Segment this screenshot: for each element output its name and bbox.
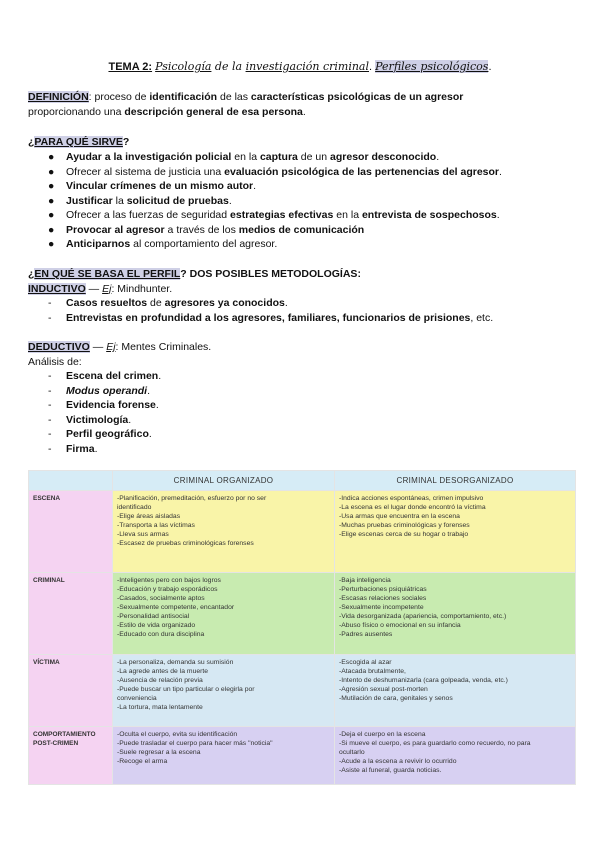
table-row (29, 573, 576, 655)
list-item: - Victimología. (48, 413, 132, 426)
table-row (29, 727, 576, 785)
table-cell-desorganizado: -Indica acciones espontáneas, crimen impulsivo -La escena es el lugar donde encontró la víctima -Usa armas que encuentra en la escena -Muchas pruebas criminológicas y forenses -Elige escenas cerca de su hogar o trabajo (335, 491, 576, 573)
table-cell-desorganizado: -Deja el cuerpo en la escena -Si mueve el cuerpo, es para guardarlo como recuerdo, no para ocultarlo -Acude a la escena a revivir lo ocurrido -Asiste al funeral, guarda noticias. (335, 727, 576, 785)
list-item: - Evidencia forense. (48, 399, 159, 411)
row-label: CRIMINAL (29, 573, 113, 655)
table-header-cell (29, 471, 113, 491)
list-item: - Casos resueltos de agresores ya conocidos. (48, 297, 288, 309)
dash-icon: - (48, 399, 52, 411)
list-item: - Modus operandi. (48, 384, 151, 397)
bullet-icon: ● (48, 194, 55, 207)
table-header-cell: CRIMINAL DESORGANIZADO (335, 471, 576, 491)
table-row (29, 491, 576, 573)
dash-icon: - (48, 384, 52, 397)
bullet-icon: ● (48, 180, 55, 192)
list-item: - Firma. (48, 442, 98, 455)
criminal-comparison-table (28, 470, 576, 785)
analisis-label: Análisis de: (28, 355, 82, 368)
en-que-heading: ¿EN QUÉ SE BASA EL PERFIL? DOS POSIBLES METODOLOGÍAS: (28, 268, 361, 280)
list-item: - Perfil geográfico. (48, 428, 152, 440)
dash-icon: - (48, 442, 52, 455)
table-row (29, 655, 576, 727)
table-cell-organizado: -La personaliza, demanda su sumisión -La agrede antes de la muerte -Ausencia de relación previa -Puede buscar un tipo particular o elegirla por conveniencia -La tortura, mata lentamente (113, 655, 335, 727)
inductivo-heading: INDUCTIVO — Ej: Mindhunter. (28, 282, 173, 295)
list-item: - Escena del crimen. (48, 370, 162, 382)
list-item: ● Ayudar a la investigación policial en la captura de un agresor desconocido. (48, 151, 440, 163)
table-header-row (29, 471, 576, 491)
bullet-icon: ● (48, 165, 55, 178)
list-item: ● Ofrecer a las fuerzas de seguridad estrategias efectivas en la entrevista de sospechosos. (48, 209, 500, 221)
list-item: ● Vincular crímenes de un mismo autor. (48, 180, 257, 192)
table-cell-organizado: -Planificación, premeditación, esfuerzo por no ser identificado -Elige áreas aisladas -Transporta a las víctimas -Lleva sus armas -Escasez de pruebas criminológicas forenses (113, 491, 335, 573)
list-item: ● Ofrecer al sistema de justicia una evaluación psicológica de las pertenencias del agresor. (48, 165, 502, 178)
table-header-cell: CRIMINAL ORGANIZADO (113, 471, 335, 491)
row-label: COMPORTAMIENTO POST-CRIMEN (29, 727, 113, 785)
row-label: VÍCTIMA (29, 655, 113, 727)
dash-icon: - (48, 413, 52, 426)
dash-icon: - (48, 370, 52, 382)
bullet-icon: ● (48, 223, 55, 236)
table-cell-organizado: -Inteligentes pero con bajos logros -Educación y trabajo esporádicos -Casados, socialmente aptos -Sexualmente competente, encantador -Personalidad antisocial -Estilo de vida organizado -Educado con dura disciplina (113, 573, 335, 655)
definition-line-2: proporcionando una descripción general de esa persona. (28, 106, 306, 118)
page-title: TEMA 2: Psicología de la investigación criminal. Perfiles psicológicos. (108, 60, 492, 73)
list-item: ● Anticiparnos al comportamiento del agresor. (48, 238, 278, 250)
table-cell-desorganizado: -Baja inteligencia -Perturbaciones psiquiátricas -Escasas relaciones sociales -Sexualmente incompetente -Vida desorganizada (apariencia, comportamiento, etc.) -Abuso físico o emocional en su infancia -Padres ausentes (335, 573, 576, 655)
list-item: ● Provocar al agresor a través de los medios de comunicación (48, 223, 365, 236)
definition-line-1: DEFINICIÓN: proceso de identificación de las características psicológicas de un agresor (28, 91, 464, 103)
dash-icon: - (48, 297, 52, 309)
table-cell-desorganizado: -Escogida al azar -Atacada brutalmente, -Intento de deshumanizarla (cara golpeada, venda, etc.) -Agresión sexual post-morten -Mutilación de cara, genitales y senos (335, 655, 576, 727)
list-item: ● Justificar la solicitud de pruebas. (48, 194, 232, 207)
bullet-icon: ● (48, 209, 55, 221)
table-cell-organizado: -Oculta el cuerpo, evita su identificación -Puede trasladar el cuerpo para hacer más "noticia" -Suele regresar a la escena -Recoge el arma (113, 727, 335, 785)
row-label: ESCENA (29, 491, 113, 573)
list-item: - Entrevistas en profundidad a los agresores, familiares, funcionarios de prisiones, etc. (48, 311, 494, 324)
bullet-icon: ● (48, 238, 55, 250)
para-que-heading: ¿PARA QUÉ SIRVE? (28, 136, 130, 148)
dash-icon: - (48, 311, 52, 324)
deductivo-heading: DEDUCTIVO — Ej: Mentes Criminales. (28, 341, 212, 353)
dash-icon: - (48, 428, 52, 440)
definition-label: DEFINICIÓN (28, 91, 89, 103)
bullet-icon: ● (48, 151, 55, 163)
